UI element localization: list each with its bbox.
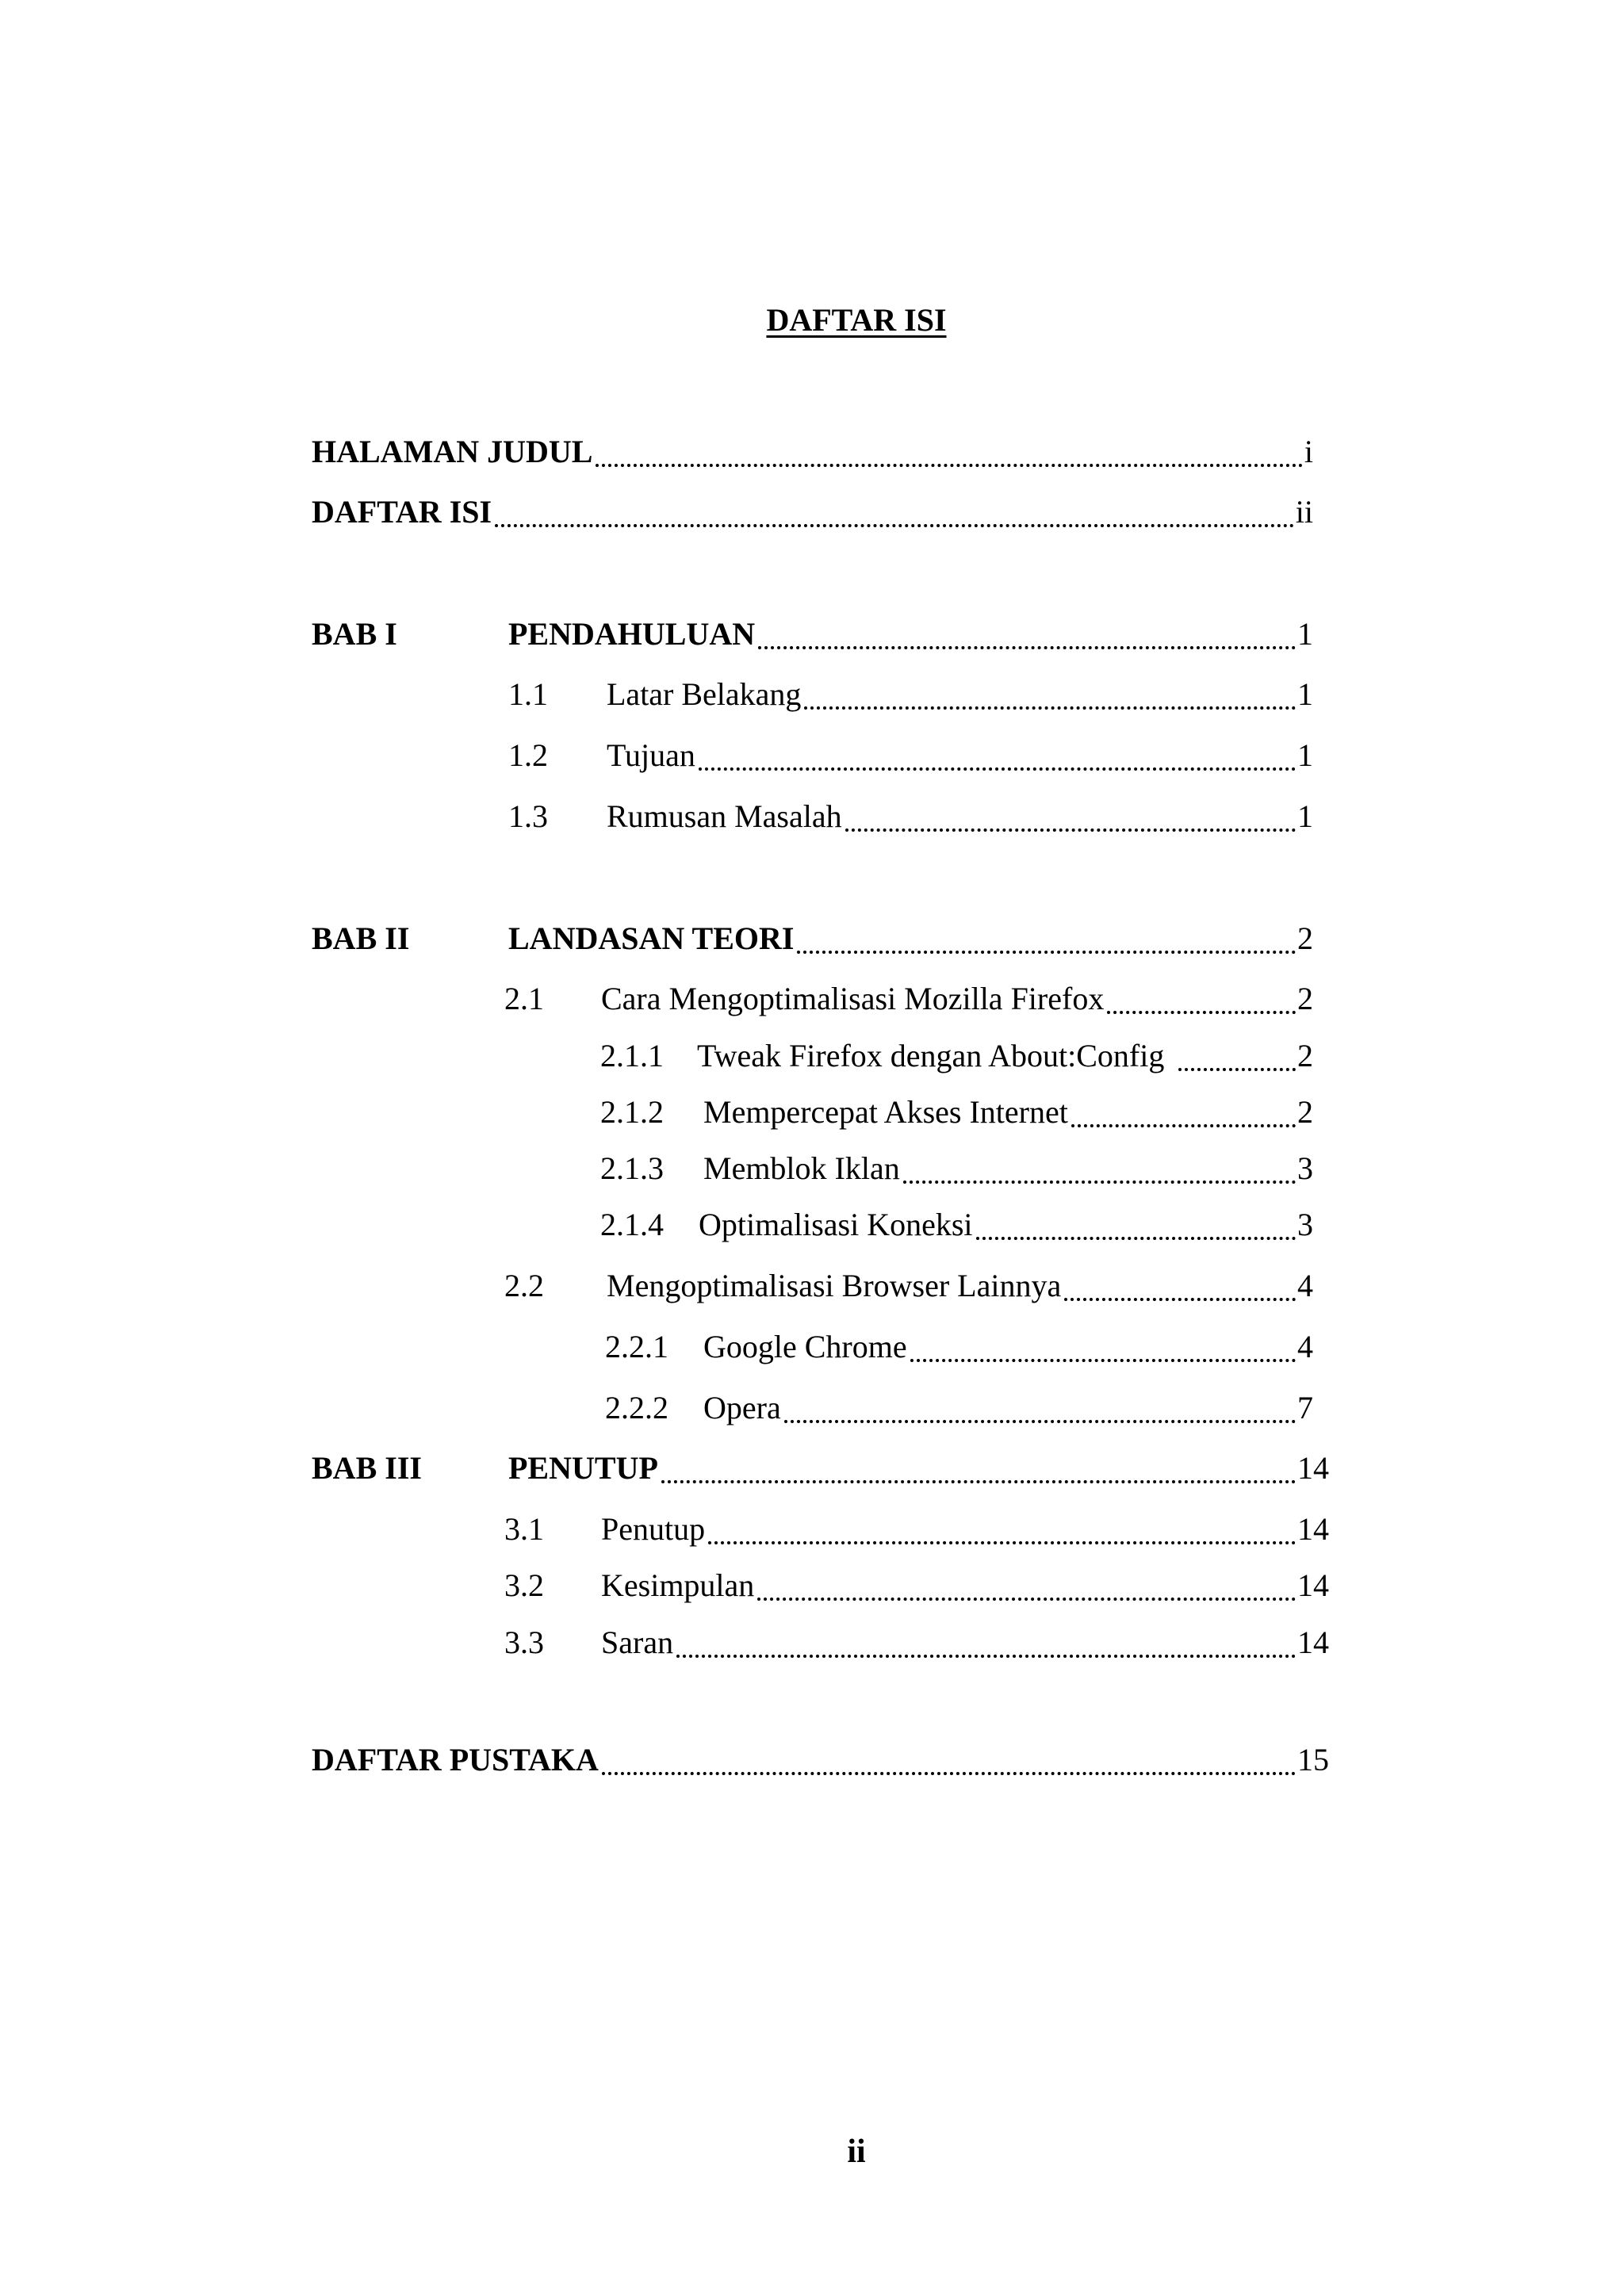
toc-entry-daftar-isi[interactable] [312,493,1313,531]
toc-entry-1-3[interactable] [508,798,1313,836]
dot-leader [784,1420,1296,1423]
toc-entry-label: Mengoptimalisasi Browser Lainnya [607,1268,1062,1303]
dot-leader [1071,1124,1296,1127]
toc-entry-page: 1 [1297,737,1313,773]
toc-entry-2-2-2[interactable] [605,1389,1313,1427]
toc-entry-label: Memblok Iklan [703,1150,900,1186]
toc-entry-page: 2 [1297,920,1313,956]
toc-entry-label: PENDAHULUAN [508,616,756,652]
toc-entry-page: 15 [1297,1742,1329,1777]
toc-entry-3-2[interactable] [504,1567,1329,1605]
dot-leader [661,1480,1296,1483]
dot-leader [845,828,1296,832]
toc-entry-label: LANDASAN TEORI [508,920,795,956]
toc-entry-page: 14 [1297,1511,1329,1547]
dot-leader [757,1598,1296,1601]
dot-leader [676,1655,1296,1658]
toc-entry-number: 2.1.3 [600,1150,664,1186]
toc-entry-label: Tweak Firefox dengan About:Config [697,1038,1165,1073]
dot-leader [1064,1298,1296,1301]
chapter-label-bab-2: BAB II [312,920,410,956]
toc-entry-number: 1.2 [508,737,548,773]
toc-entry-label: Cara Mengoptimalisasi Mozilla Firefox [601,981,1105,1016]
page-number: ii [847,2133,866,2170]
toc-entry-label: Kesimpulan [601,1567,755,1603]
toc-entry-page: 3 [1297,1207,1313,1242]
toc-title: DAFTAR ISI [766,302,947,338]
toc-entry-page: 1 [1297,798,1313,834]
toc-entry-label: Opera [703,1390,781,1425]
toc-entry-label: PENUTUP [508,1450,658,1486]
toc-entry-page: 2 [1297,1094,1313,1130]
toc-entry-page: ii [1295,494,1313,530]
dot-leader [495,524,1294,527]
toc-entry-2-1-4[interactable] [600,1206,1313,1244]
toc-entry-number: 3.2 [504,1567,544,1603]
toc-entry-label: Google Chrome [703,1329,907,1364]
toc-entry-number: 2.1.2 [600,1094,664,1130]
toc-entry-page: 1 [1297,616,1313,652]
toc-entry-label: HALAMAN JUDUL [312,434,593,469]
dot-leader [758,646,1296,649]
toc-entry-2-1[interactable] [504,980,1313,1018]
toc-entry-page: 2 [1297,1038,1313,1073]
toc-entry-page: 4 [1297,1268,1313,1303]
toc-entry-label: Saran [601,1624,674,1660]
toc-entry-pendahuluan[interactable] [508,615,1313,653]
dot-leader [699,767,1296,771]
dot-leader [804,706,1296,710]
toc-entry-2-1-1[interactable] [600,1037,1313,1075]
dot-leader [1178,1068,1296,1071]
toc-entry-number: 2.2 [504,1268,544,1303]
toc-entry-label: Penutup [601,1511,706,1547]
toc-entry-label: Latar Belakang [607,676,802,712]
toc-entry-page: 4 [1297,1329,1313,1364]
toc-entry-number: 2.1.4 [600,1207,664,1242]
toc-entry-page: 2 [1297,981,1313,1016]
toc-entry-page: 14 [1297,1624,1329,1660]
toc-entry-number: 1.3 [508,798,548,834]
toc-entry-page: 14 [1297,1450,1329,1486]
toc-entry-page: i [1304,434,1313,469]
toc-entry-halaman-judul[interactable] [312,433,1313,471]
toc-entry-penutup-chapter[interactable] [508,1449,1329,1487]
chapter-label-bab-3: BAB III [312,1450,422,1486]
toc-entry-2-1-2[interactable] [600,1093,1313,1131]
toc-entry-3-3[interactable] [504,1624,1329,1662]
toc-entry-number: 3.3 [504,1624,544,1660]
dot-leader [903,1181,1296,1184]
toc-entry-number: 3.1 [504,1511,544,1547]
toc-entry-2-2-1[interactable] [605,1328,1313,1366]
toc-entry-label: DAFTAR ISI [312,494,492,530]
dot-leader [976,1237,1296,1240]
toc-entry-label: DAFTAR PUSTAKA [312,1742,599,1777]
toc-entry-number: 2.1 [504,981,544,1016]
toc-entry-label: Rumusan Masalah [607,798,842,834]
toc-entry-page: 1 [1297,676,1313,712]
toc-entry-number: 2.2.2 [605,1390,668,1425]
toc-entry-label: Mempercepat Akses Internet [703,1094,1068,1130]
toc-entry-1-2[interactable] [508,737,1313,775]
dot-leader [596,464,1302,467]
toc-entry-page: 14 [1297,1567,1329,1603]
toc-entry-2-2[interactable] [504,1267,1313,1305]
toc-entry-number: 1.1 [508,676,548,712]
toc-entry-1-1[interactable] [508,675,1313,714]
toc-entry-number: 2.2.1 [605,1329,668,1364]
dot-leader [1107,1011,1296,1014]
toc-entry-label: Optimalisasi Koneksi [699,1207,973,1242]
toc-entry-label: Tujuan [607,737,695,773]
toc-entry-page: 3 [1297,1150,1313,1186]
toc-entry-landasan-teori[interactable] [508,920,1313,958]
dot-leader [910,1359,1296,1362]
toc-entry-daftar-pustaka[interactable] [312,1741,1329,1779]
dot-leader [708,1541,1296,1544]
toc-entry-3-1[interactable] [504,1510,1329,1548]
dot-leader [602,1772,1296,1775]
toc-entry-number: 2.1.1 [600,1038,664,1073]
chapter-label-bab-1: BAB I [312,616,397,652]
dot-leader [797,951,1296,954]
toc-entry-page: 7 [1297,1390,1313,1425]
toc-entry-2-1-3[interactable] [600,1150,1313,1188]
